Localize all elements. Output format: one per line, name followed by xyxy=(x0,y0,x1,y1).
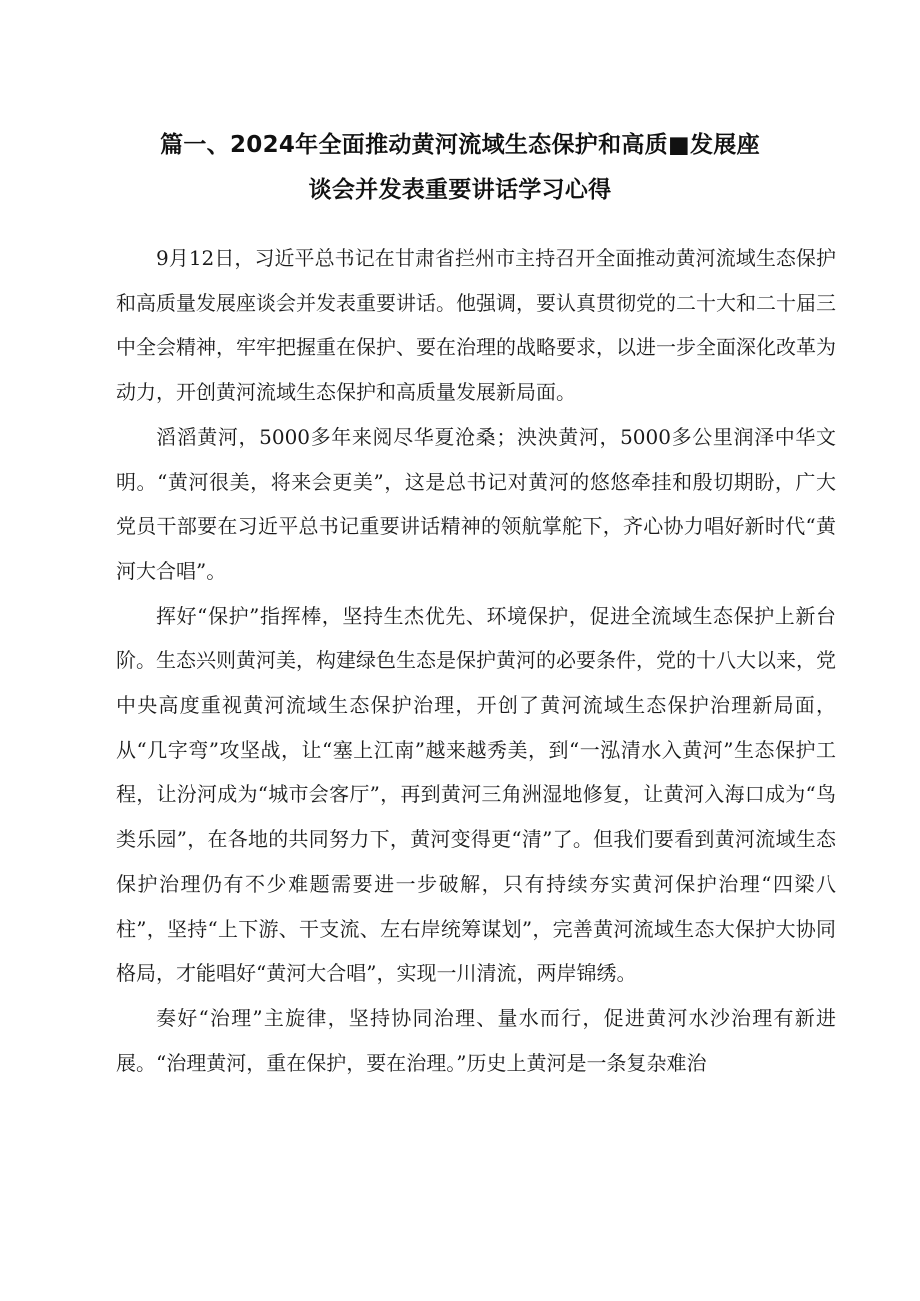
paragraph-2: 滔滔黄河，5000多年来阅尽华夏沧桑；泱泱黄河，5000多公里润泽中华文明。“黄河很美，将来会更美”，这是总书记对黄河的悠悠牵挂和殷切期盼，广大党员干部要在习近平总书记重要讲话精神的领航掌舵下，齐心协力唱好新时代“黄河大合唱”。 xyxy=(116,424,836,583)
document-body xyxy=(116,236,836,1085)
document-title-line-2: 谈会并发表重要讲话学习心得 xyxy=(308,177,612,203)
paragraph-3: 挥好“保护”指挥棒，坚持生杰优先、环境保护，促进全流域生态保护上新台阶。生态兴则黄河美，构建绿色生态是保护黄河的必要条件，党的十八大以来，党中央高度重视黄河流域生态保护治理，开创了黄河流域生态保护治理新局面，从“几字弯”攻坚战，让“塞上江南”越来越秀美，到“一泓清水入黄河”生态保护工程，让汾河成为“城市会客厅”，再到黄河三角洲湿地修复，让黄河入海口成为“鸟类乐园”，在各地的共同努力下，黄河变得更“清”了。但我们要看到黄河流域生态保护治理仍有不少难题需要进一步破解，只有持续夯实黄河保护治理“四梁八柱”，坚持“上下游、干支流、左右岸统筹谋划”，完善黄河流域生态大保护大协同格局，才能唱好“黄河大合唱”，实现一川清流，两岸锦绣。 xyxy=(116,603,836,986)
paragraph-1: 9月12日，习近平总书记在甘肃省拦州市主持召开全面推动黄河流域生态保护和高质量发展座谈会并发表重要讲话。他强调，要认真贯彻党的二十大和二十届三中全会精神，牢牢把握重在保护、要在治理的战略要求，以进一步全面深化改革为动力，开创黄河流域生态保护和高质量发展新局面。 xyxy=(116,246,836,405)
paragraph-4: 奏好“治理”主旋律，坚持协同治理、量水而行，促进黄河水沙治理有新进展。“治理黄河，重在保护，要在治理。”历史上黄河是一条复杂难治 xyxy=(116,1005,836,1075)
document-title-line-1: 篇一、2024年全面推动黄河流域生态保护和高质■发展座 xyxy=(160,132,760,158)
